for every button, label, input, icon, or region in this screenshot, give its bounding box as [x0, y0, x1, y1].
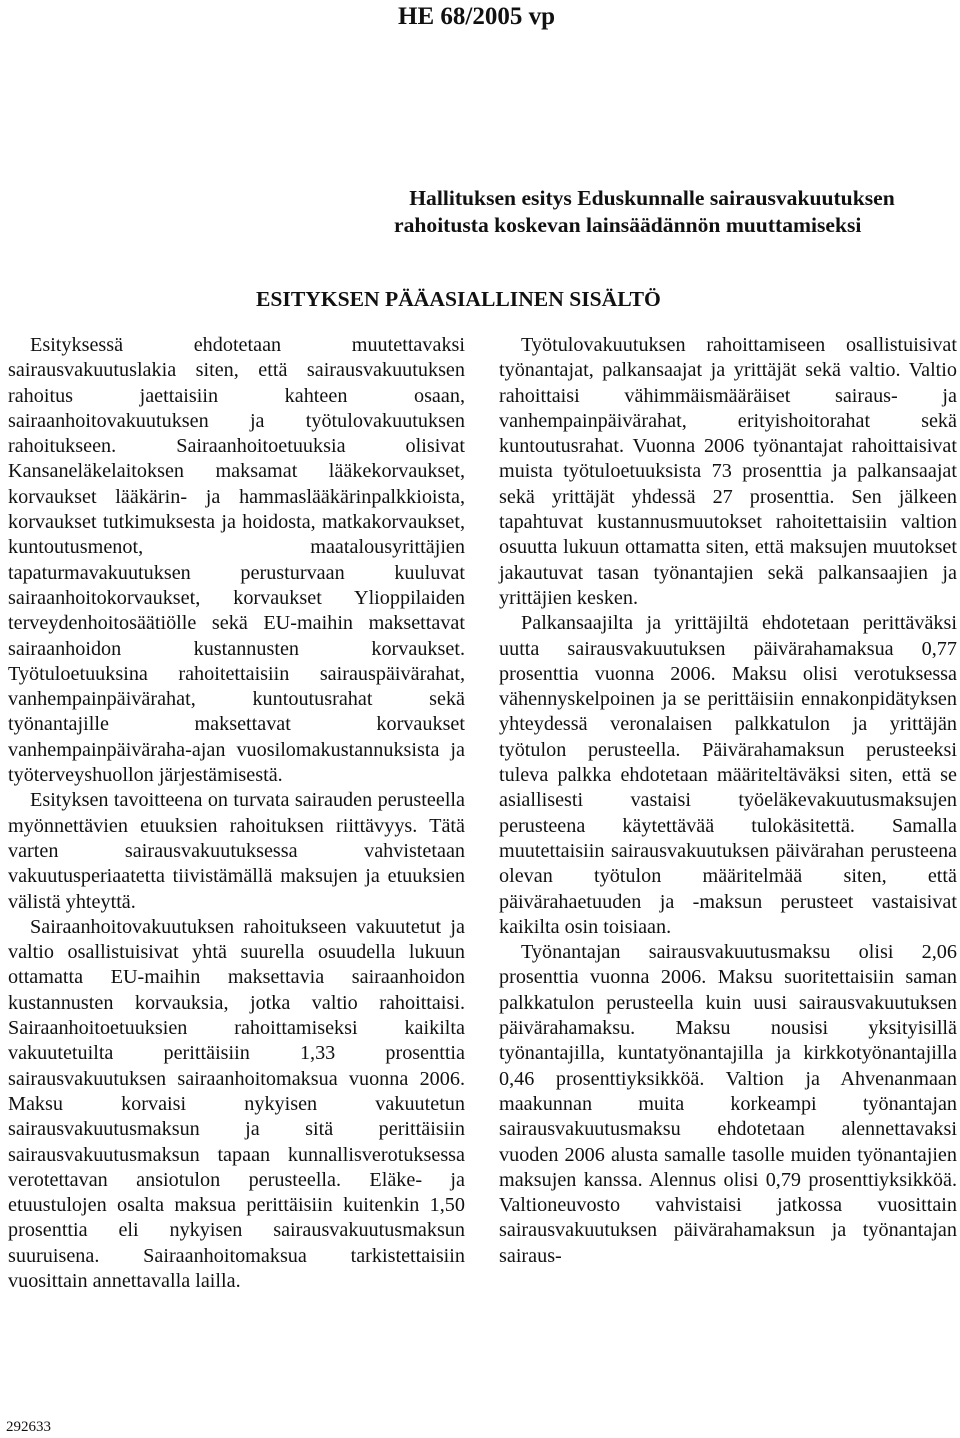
paragraph: Esityksessä ehdotetaan muutettavaksi sairausvakuutuslakia siten, että sairausvakuutuksen rahoitus jaettaisiin kahteen osaan, sairaanhoitovakuutuksen ja työtulovakuutuksen rahoitukseen. Sairaanhoitoetuuksia olisivat Kansaneläkelaitoksen maksamat lääkekorvaukset, korvaukset lääkärin- ja hammaslääkärinpalkkioista, korvaukset tutkimuksesta ja hoidosta, matkakorvaukset, kuntoutusmenot, maatalousyrittäjien tapaturmavakuutuksen perusturvaan kuuluvat sairaanhoitokorvaukset, korvaukset Ylioppilaiden terveydenhoitosäätiölle sekä EU-maihin maksettavat sairaanhoidon kustannusten korvaukset. Työtuloetuuksina rahoitettaisiin sairauspäivärahat, vanhempainpäivärahat, kuntoutusrahat sekä työnantajille maksettavat korvaukset vanhempainpäiväraha-ajan vuosilomakustannuksista ja työterveyshuollon järjestämisestä. — [8, 334, 465, 787]
paragraph: Työnantajan sairausvakuutusmaksu olisi 2,06 prosenttia vuonna 2006. Maksu suoritettaisiin saman palkkatulon perusteella kuin uusi sairausvakuutuksen päivärahamaksu. Maksu nousisi yksityisillä työnantajilla, kuntatyönantajilla ja kirkkotyönantajilla 0,46 prosenttiyksikköä. Valtion ja Ahvenanmaan maakunnan muita korkeampi työnantajan sairausvakuutusmaksu ehdotetaan alennettavaksi vuoden 2006 alusta samalle tasolle muiden työnantajien maksujen kanssa. Alennus olisi 0,79 prosenttiyksikköä. Valtioneuvosto vahvistaisi jatkossa vuosittain sairausvakuutuksen päivärahamaksun ja työnantajan sairaus- — [499, 941, 957, 1267]
left-column — [8, 333, 465, 1294]
document-title-line-1: Hallituksen esitys Eduskunnalle sairausvakuutuksen — [409, 186, 895, 210]
paragraph: Palkansaajilta ja yrittäjiltä ehdotetaan perittäväksi uutta sairausvakuutuksen päivärahamaksua 0,77 prosenttia vuonna 2006. Maksu olisi verotuksessa vähennyskelpoinen ja se perittäisiin ennakonpidätyksen yhteydessä veronalaisen palkkatulon ja yrittäjän työtulon perusteella. Päivärahamaksun perusteeksi tuleva palkka ehdotetaan määriteltäväksi siten, että se asiallisesti vastaisi työeläkevakuutusmaksujen perusteena käytettävää tulokäsitettä. Samalla muutettaisiin sairausvakuutuksen päivärahan perusteena olevan työtulon määritelmää siten, että päivärahaetuuden ja -maksun perusteet vastaisivat kaikilta osin toisiaan. — [499, 612, 957, 938]
section-heading: ESITYKSEN PÄÄASIALLINEN SISÄLTÖ — [256, 287, 661, 311]
document-title — [260, 185, 936, 239]
paragraph: Esityksen tavoitteena on turvata sairauden perusteella myönnettävien etuuksien rahoituksen riittävyys. Tätä varten sairausvakuutuksessa vahvistetaan vakuutusperiaatetta tiivistämällä maksujen ja etuuksien välistä yhteyttä. — [8, 789, 465, 913]
right-column — [499, 333, 957, 1269]
paragraph: Työtulovakuutuksen rahoittamiseen osallistuisivat työnantajat, palkansaajat ja yrittäjät sekä valtio. Valtio rahoittaisi vähimmäismääräiset sairaus- ja vanhempainpäivärahat, erityishoitorahat sekä kuntoutusrahat. Vuonna 2006 työnantajat rahoittaisivat muista työtuloetuuksista 73 prosenttia ja palkansaajat sekä yrittäjät yhdessä 27 prosenttia. Sen jälkeen tapahtuvat kustannusmuutokset rahoitettaisiin valtion osuutta lukuun ottamatta siten, että maksujen muutokset jakautuvat tasan työnantajien sekä palkansaajien ja yrittäjien kesken. — [499, 334, 957, 609]
page-number: 292633 — [6, 1419, 51, 1435]
document-title-line-2: rahoitusta koskevan lainsäädännön muuttamiseksi — [394, 213, 862, 237]
document-code: HE 68/2005 vp — [398, 3, 555, 30]
paragraph: Sairaanhoitovakuutuksen rahoitukseen vakuutetut ja valtio osallistuisivat yhtä suurella osuudella lukuun ottamatta EU-maihin maksettavia sairaanhoidon kustannusten korvauksia, jotka valtio rahoittaisi. Sairaanhoitoetuuksien rahoittamiseksi kaikilta vakuutetuilta perittäisiin 1,33 prosenttia sairausvakuutuksen sairaanhoitomaksua vuonna 2006. Maksu korvaisi nykyisen vakuutetun sairausvakuutusmaksun ja sitä perittäisiin sairausvakuutusmaksun tapaan kunnallisverotuksessa verotettavan ansiotulon perusteella. Eläke- ja etuustulojen osalta maksua perittäisiin kuitenkin 1,50 prosenttia eli nykyisen sairausvakuutusmaksun suuruisena. Sairaanhoitomaksua tarkistettaisiin vuosittain annettavalla lailla. — [8, 915, 465, 1292]
